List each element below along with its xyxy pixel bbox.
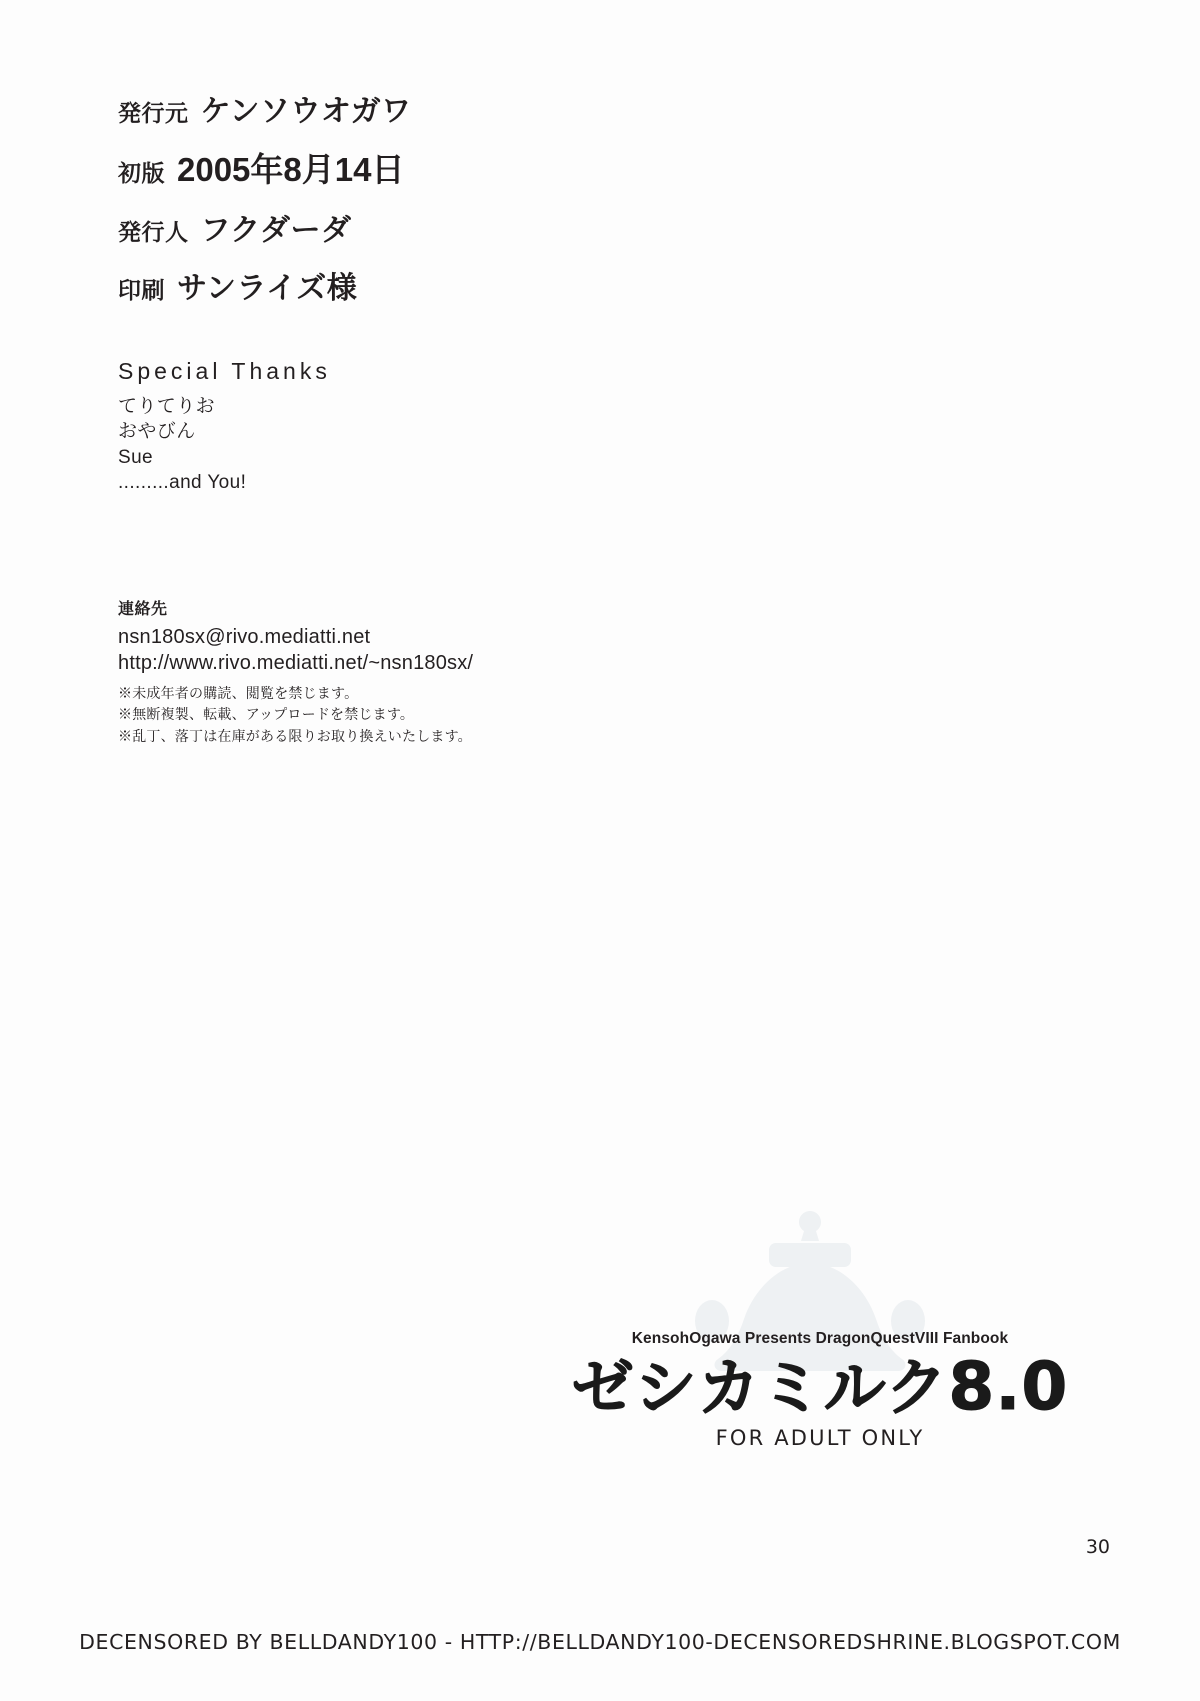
notice-line: ※未成年者の購読、閲覧を禁じます。 — [118, 684, 359, 701]
colophon-row-publisher — [118, 86, 738, 130]
logo-title-number: 8.0 — [948, 1348, 1069, 1425]
colophon-value: サンライズ様 — [177, 272, 358, 305]
contact-url[interactable]: http://www.rivo.mediatti.net/~nsn180sx/ — [118, 652, 474, 675]
colophon-label: 発行人 — [118, 219, 189, 245]
logo-credit-line: KensohOgawa Presents DragonQuestVIII Fanbook — [631, 1330, 1009, 1347]
logo-subtitle: FOR ADULT ONLY — [715, 1426, 925, 1450]
notice-line: ※無断複製、転載、アップロードを禁じます。 — [118, 706, 415, 723]
thanks-item: Sue — [118, 446, 154, 468]
book-logo-block — [560, 1330, 1080, 1450]
special-thanks-heading: Special Thanks — [118, 358, 331, 384]
contact-block — [118, 596, 758, 748]
special-thanks-block — [118, 358, 678, 495]
page-number: 30 — [1085, 1536, 1110, 1558]
logo-title — [560, 1348, 1080, 1425]
colophon-value: フクダーダ — [200, 214, 352, 247]
contact-email[interactable]: nsn180sx@rivo.mediatti.net — [118, 626, 371, 648]
colophon-row-edition — [118, 144, 738, 191]
thanks-item: .........and You! — [118, 471, 247, 493]
notice-list — [118, 683, 758, 748]
logo-title-text: ゼシカミルク — [571, 1351, 949, 1424]
notice-line: ※乱丁、落丁は在庫がある限りお取り換えいたします。 — [118, 728, 472, 745]
thanks-item: おやびん — [118, 421, 196, 443]
thanks-item: てりてりお — [118, 396, 216, 417]
colophon-label: 印刷 — [118, 277, 165, 303]
colophon-row-printer — [118, 263, 738, 307]
colophon-value: ケンソウオガワ — [200, 95, 412, 128]
colophon-label: 初版 — [118, 160, 165, 186]
contact-heading: 連絡先 — [118, 601, 168, 618]
colophon-label: 発行元 — [118, 100, 189, 126]
colophon-block — [118, 86, 738, 321]
colophon-value: 2005年8月14日 — [177, 151, 405, 188]
colophon-row-author — [118, 205, 738, 249]
footer-credit: DECENSORED BY BELLDANDY100 - HTTP://BELLDANDY100-DECENSOREDSHRINE.BLOGSPOT.COM — [79, 1630, 1121, 1654]
